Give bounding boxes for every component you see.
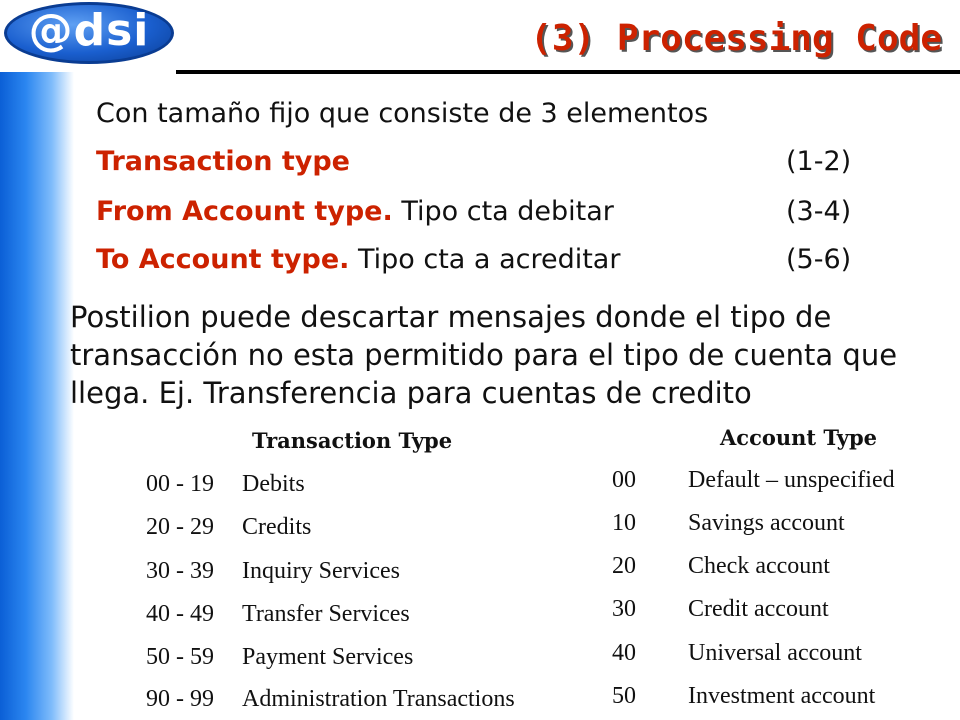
transaction-name: Debits — [242, 471, 305, 497]
account-name: Check account — [688, 553, 830, 579]
element-line-1 — [96, 146, 350, 177]
element-desc: Tipo cta debitar — [392, 196, 614, 227]
element-line-2 — [96, 196, 614, 227]
transaction-type-title: Transaction Type — [252, 428, 453, 453]
adsi-logo — [4, 2, 174, 64]
transaction-name: Credits — [242, 514, 312, 540]
description-paragraph: Postilion puede descartar mensajes donde el tipo de transacción no esta permitido para el tipo de cuenta que llega. Ej. Transferencia para cuentas de credito — [70, 300, 898, 410]
transaction-name: Transfer Services — [242, 601, 410, 627]
transaction-range: 30 - 39 — [146, 558, 214, 584]
transaction-range: 20 - 29 — [146, 514, 214, 540]
account-code: 40 — [612, 640, 636, 666]
account-name: Universal account — [688, 640, 862, 666]
account-code: 20 — [612, 553, 636, 579]
element-position: (1-2) — [786, 146, 852, 177]
transaction-name: Inquiry Services — [242, 558, 400, 584]
transaction-name: Administration Transactions — [242, 686, 515, 712]
intro-line: Con tamaño fijo que consiste de 3 elementos — [96, 98, 709, 129]
element-label: From Account type. — [96, 196, 393, 227]
transaction-name: Payment Services — [242, 644, 414, 670]
account-name: Savings account — [688, 510, 845, 536]
element-line-3 — [96, 244, 620, 275]
slide-title: (3) Processing Code — [530, 18, 942, 59]
logo-text: @dsi — [28, 5, 150, 56]
account-name: Investment account — [688, 683, 876, 709]
account-code: 50 — [612, 683, 636, 709]
transaction-range: 90 - 99 — [146, 686, 214, 712]
account-code: 30 — [612, 596, 636, 622]
left-gradient-band — [0, 72, 74, 720]
account-code: 00 — [612, 467, 636, 493]
element-position: (5-6) — [786, 244, 852, 275]
account-name: Credit account — [688, 596, 829, 622]
transaction-range: 00 - 19 — [146, 471, 214, 497]
transaction-range: 50 - 59 — [146, 644, 214, 670]
element-desc: Tipo cta a acreditar — [349, 244, 621, 275]
account-name: Default – unspecified — [688, 467, 895, 493]
account-code: 10 — [612, 510, 636, 536]
element-position: (3-4) — [786, 196, 852, 227]
account-type-title: Account Type — [720, 425, 877, 450]
transaction-range: 40 - 49 — [146, 601, 214, 627]
element-label: To Account type. — [96, 244, 350, 275]
element-label: Transaction type — [96, 146, 350, 177]
header-divider — [176, 70, 960, 74]
